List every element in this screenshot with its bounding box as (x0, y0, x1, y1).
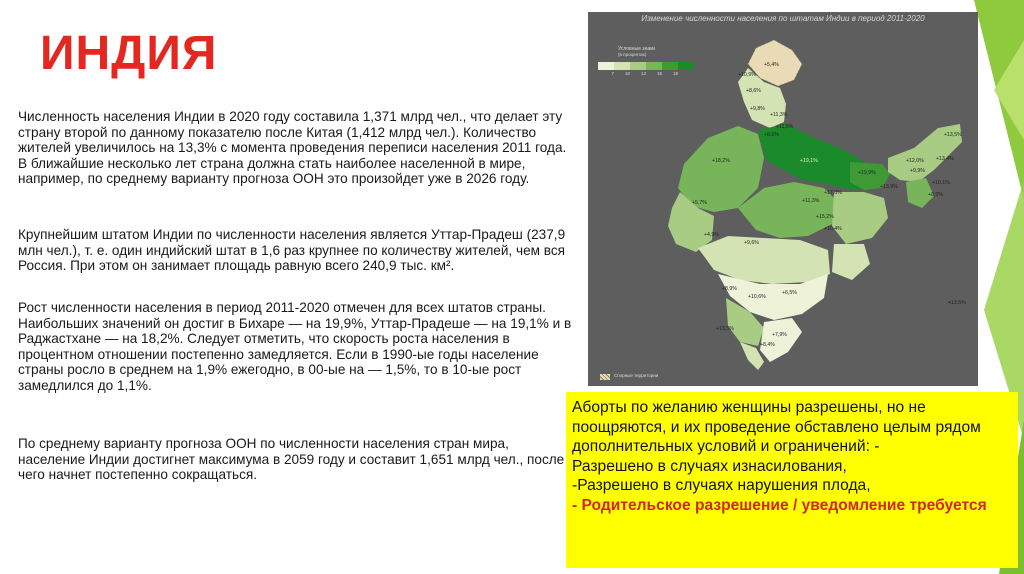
legend-tick: 16 (656, 71, 662, 76)
svg-text:+13,5%: +13,5% (716, 326, 734, 332)
info-line: Аборты по желанию женщины разрешены, но не поощряются, и их проведение обставлено целым рядом дополнительных условий и ограничений: - (572, 399, 981, 455)
svg-text:+19,1%: +19,1% (800, 158, 818, 164)
svg-text:+8,5%: +8,5% (928, 192, 943, 198)
disputed-label: Спорные территории (614, 373, 659, 378)
svg-text:+12,0%: +12,0% (906, 158, 924, 164)
svg-text:+10,9%: +10,9% (738, 72, 756, 78)
svg-text:+9,6%: +9,6% (744, 240, 759, 246)
disputed-swatch (600, 374, 610, 380)
svg-text:+10,4%: +10,4% (824, 226, 842, 232)
legend-swatch (630, 62, 646, 70)
info-line: -Разрешено в случаях нарушения плода, (572, 477, 871, 494)
paragraph-population-2020: Численность населения Индии в 2020 году составила 1,371 млрд чел., что делает эту страну второй по данному показателю после Китая (1,412 млрд чел.). Количество жителей увеличилось на 13,3% с момента проведения переписи населения 2011 года. В ближайшие несколько лет страна должна стать наиболее населенной в мире, например, по среднему варианту прогноза ООН это произойдет уже в 2026 году. (18, 109, 567, 187)
legend-title: Условные знаки (618, 46, 656, 52)
svg-text:+8,9%: +8,9% (722, 286, 737, 292)
svg-text:+17,0%: +17,0% (824, 190, 842, 196)
svg-text:+13,5%: +13,5% (944, 132, 962, 138)
svg-text:+11,5%: +11,5% (776, 124, 794, 130)
region-east (832, 192, 888, 244)
abortion-info-box (566, 392, 1018, 568)
svg-text:+18,2%: +18,2% (712, 158, 730, 164)
legend-tick: 13 (640, 71, 646, 76)
legend-color-scale (598, 62, 694, 70)
svg-text:+8,6%: +8,6% (764, 132, 779, 138)
legend-tick: 7 (611, 71, 614, 76)
paragraph-un-forecast: По среднему варианту прогноза ООН по численности населения стран мира, население Индии достигнет максимума в 2059 году и составит 1,651 млрд чел., после чего начнет постепенно сокращаться. (18, 436, 565, 483)
info-line-emphasis: - Родительское разрешение / уведомление требуется (572, 496, 987, 514)
svg-text:+13,4%: +13,4% (936, 156, 954, 162)
svg-text:+10,1%: +10,1% (932, 180, 950, 186)
svg-text:+6,5%: +6,5% (782, 290, 797, 296)
svg-text:+8,6%: +8,6% (746, 88, 761, 94)
svg-text:+13,5%: +13,5% (948, 300, 966, 306)
paragraph-growth-by-state: Рост численности населения в период 2011-2020 отмечен для всех штатов страны. Наибольших значений он достиг в Бихаре — на 19,9%, Уттар-Прадеше — на 19,1% и в Раджастхане — на 18,2%. Следует отметить, что скорость роста населения в процентном отношении постепенно замедляется. Если в 1990-ые годы население страны росло в среднем на 1,9% ежегодно, в 00-ые на — 1,5%, то в 10-ые рост замедлился до 1,1%. (18, 300, 572, 393)
map-title: Изменение численности населения по штатам Индии в период 2011-2020 (641, 14, 925, 23)
svg-text:+10,6%: +10,6% (748, 294, 766, 300)
legend-swatch (614, 62, 630, 70)
paragraph-uttar-pradesh: Крупнейшим штатом Индии по численности населения является Уттар-Прадеш (237,9 млн чел.), т. е. один индийский штат в 1,6 раз крупнее по количеству жителей, чем вся Россия. При этом он занимает площадь равную всего 240,9 тыс. км². (18, 227, 566, 274)
svg-text:+5,7%: +5,7% (692, 200, 707, 206)
region-tamil-nadu (760, 318, 802, 362)
legend-swatch (678, 62, 694, 70)
legend-tick: 10 (624, 71, 630, 76)
svg-text:+19,9%: +19,9% (858, 170, 876, 176)
svg-text:+8,4%: +8,4% (760, 342, 775, 348)
india-population-change-map (588, 12, 978, 386)
svg-text:+11,3%: +11,3% (770, 112, 788, 118)
legend-tick: 19 (672, 71, 678, 76)
svg-text:+7,9%: +7,9% (772, 332, 787, 338)
legend-ticks (598, 71, 678, 76)
slide-title: ИНДИЯ (40, 27, 218, 80)
svg-text:+11,3%: +11,3% (802, 198, 820, 204)
region-maharashtra (698, 236, 830, 284)
svg-text:+13,9%: +13,9% (880, 184, 898, 190)
svg-text:+5,4%: +5,4% (764, 62, 779, 68)
svg-text:+4,9%: +4,9% (704, 232, 719, 238)
legend-subtitle: (в процентах) (618, 52, 647, 57)
legend-swatch (646, 62, 662, 70)
svg-text:+9,8%: +9,8% (750, 106, 765, 112)
info-line: Разрешено в случаях изнасилования, (572, 457, 847, 475)
svg-text:+9,9%: +9,9% (910, 168, 925, 174)
legend-swatch (662, 62, 678, 70)
region-odisha (832, 244, 870, 280)
legend-swatch (598, 62, 614, 70)
svg-text:+15,2%: +15,2% (816, 214, 834, 220)
